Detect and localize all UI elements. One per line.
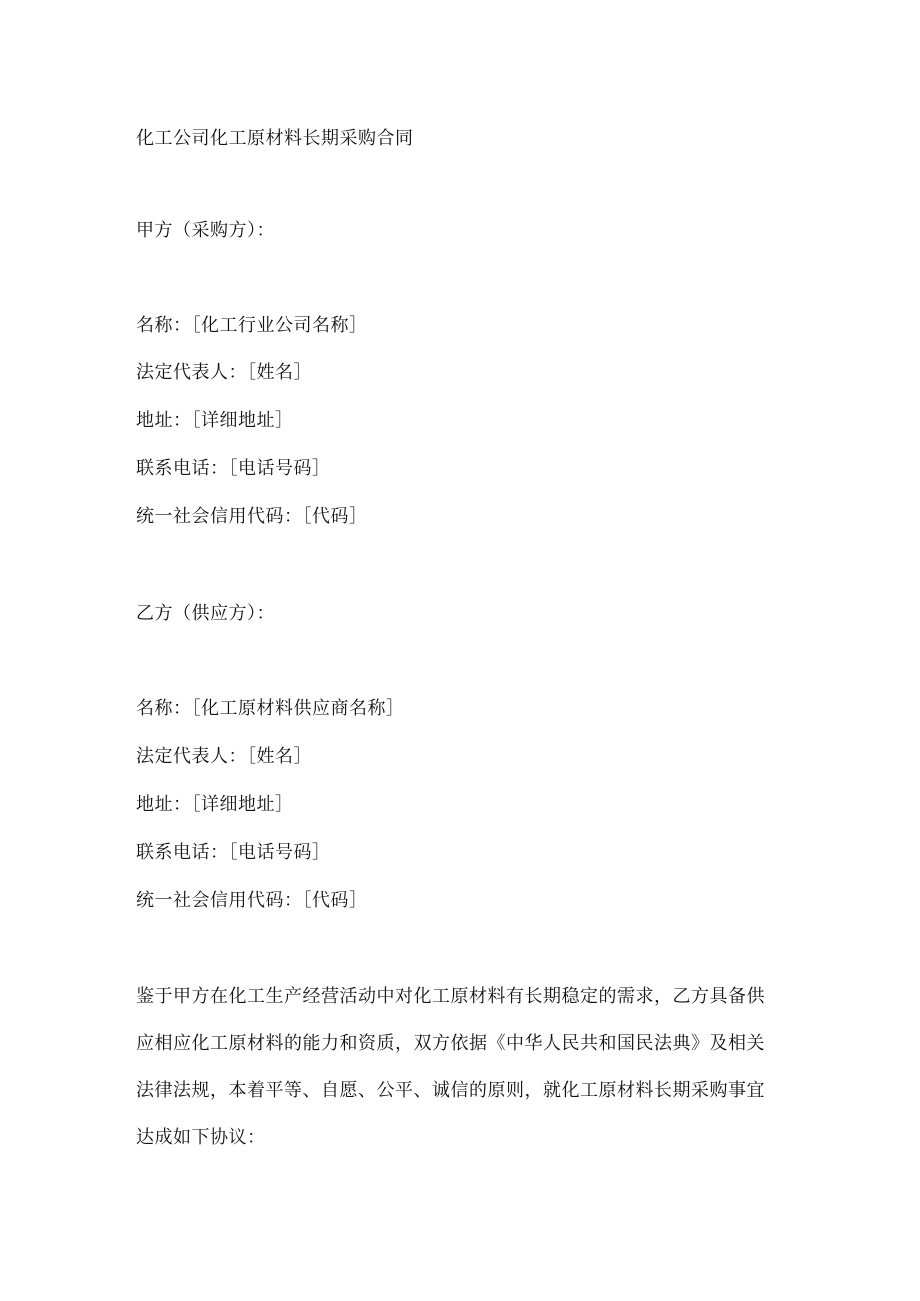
- party-b-phone: 联系电话：［电话号码］: [136, 842, 331, 863]
- preamble-paragraph: [136, 985, 786, 1173]
- party-a-address: 地址：［详细地址］: [136, 410, 294, 431]
- preamble-line: 鉴于甲方在化工生产经营活动中对化工原材料有长期稳定的需求，乙方具备供: [136, 986, 765, 1007]
- party-b-address: 地址：［详细地址］: [136, 794, 294, 815]
- party-b-legal-rep: 法定代表人：［姓名］: [136, 746, 312, 767]
- party-a-phone: 联系电话：［电话号码］: [136, 458, 331, 479]
- party-b-heading: 乙方（供应方）：: [136, 603, 275, 624]
- party-a-heading: 甲方（采购方）：: [136, 220, 275, 241]
- document-title: 化工公司化工原材料长期采购合同: [136, 128, 414, 149]
- party-a-name: 名称：［化工行业公司名称］: [136, 315, 368, 336]
- party-b-credit-code: 统一社会信用代码：［代码］: [136, 890, 368, 911]
- preamble-line: 达成如下协议：: [136, 1127, 266, 1148]
- preamble-line: 应相应化工原材料的能力和资质，双方依据《中华人民共和国民法典》及相关: [136, 1033, 765, 1054]
- party-b-name: 名称：［化工原材料供应商名称］: [136, 698, 405, 719]
- party-a-legal-rep: 法定代表人：［姓名］: [136, 362, 312, 383]
- party-a-credit-code: 统一社会信用代码：［代码］: [136, 506, 368, 527]
- preamble-line: 法律法规，本着平等、自愿、公平、诚信的原则，就化工原材料长期采购事宜: [136, 1080, 765, 1101]
